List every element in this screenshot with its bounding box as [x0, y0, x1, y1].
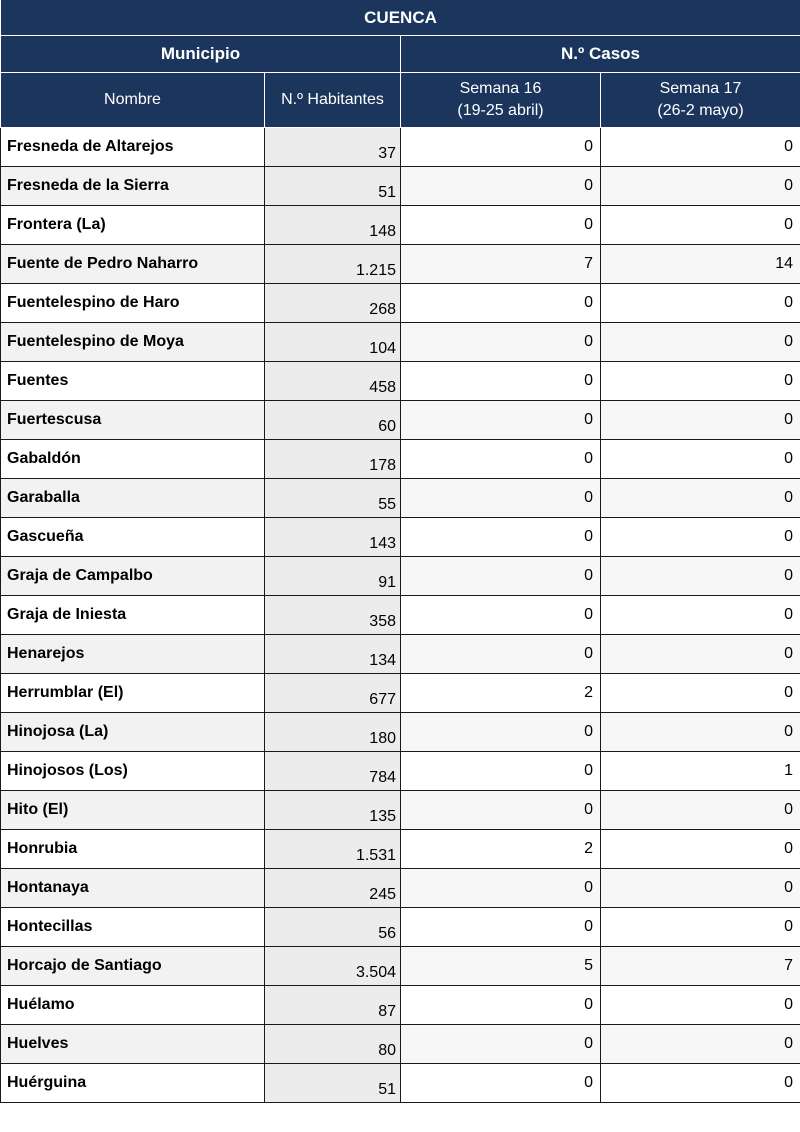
semana17-column-header [601, 73, 800, 128]
semana16-cases-cell: 0 [401, 479, 601, 518]
table-row [1, 830, 800, 869]
nombre-column-header: Nombre [1, 73, 265, 128]
municipio-name-cell: Fuentelespino de Moya [1, 323, 265, 362]
habitantes-cell: 80 [265, 1025, 401, 1064]
table-row [1, 869, 800, 908]
semana16-cases-cell: 0 [401, 401, 601, 440]
semana17-cases-cell: 0 [601, 986, 800, 1025]
table-row [1, 518, 800, 557]
municipio-name-cell: Fresneda de Altarejos [1, 128, 265, 167]
habitantes-cell: 1.215 [265, 245, 401, 284]
habitantes-cell: 91 [265, 557, 401, 596]
semana16-cases-cell: 0 [401, 518, 601, 557]
semana17-cases-cell: 0 [601, 869, 800, 908]
semana16-cases-cell: 0 [401, 1025, 601, 1064]
habitantes-cell: 104 [265, 323, 401, 362]
habitantes-cell: 245 [265, 869, 401, 908]
table-row [1, 908, 800, 947]
habitantes-cell: 55 [265, 479, 401, 518]
table-row [1, 752, 800, 791]
table-row [1, 791, 800, 830]
semana17-cases-cell: 1 [601, 752, 800, 791]
municipio-name-cell: Hinojosos (Los) [1, 752, 265, 791]
semana17-cases-cell: 0 [601, 713, 800, 752]
table-row [1, 986, 800, 1025]
semana17-dates: (26-2 mayo) [657, 102, 744, 119]
habitantes-cell: 677 [265, 674, 401, 713]
municipio-name-cell: Hontecillas [1, 908, 265, 947]
semana16-cases-cell: 0 [401, 167, 601, 206]
municipio-group-header: Municipio [1, 36, 401, 73]
municipio-name-cell: Fresneda de la Sierra [1, 167, 265, 206]
semana17-cases-cell: 0 [601, 908, 800, 947]
table-row [1, 440, 800, 479]
semana17-cases-cell: 0 [601, 557, 800, 596]
semana17-cases-cell: 0 [601, 440, 800, 479]
table-row [1, 284, 800, 323]
habitantes-cell: 51 [265, 167, 401, 206]
habitantes-cell: 60 [265, 401, 401, 440]
habitantes-cell: 784 [265, 752, 401, 791]
semana16-cases-cell: 2 [401, 674, 601, 713]
table-row [1, 947, 800, 986]
semana16-label: Semana 16 [459, 80, 542, 97]
habitantes-cell: 358 [265, 596, 401, 635]
table-row [1, 713, 800, 752]
semana16-cases-cell: 0 [401, 284, 601, 323]
habitantes-column-header: N.º Habitantes [265, 73, 401, 128]
habitantes-cell: 3.504 [265, 947, 401, 986]
municipio-name-cell: Huélamo [1, 986, 265, 1025]
municipio-name-cell: Frontera (La) [1, 206, 265, 245]
semana17-cases-cell: 0 [601, 128, 800, 167]
semana16-dates: (19-25 abril) [457, 102, 544, 119]
municipio-name-cell: Graja de Campalbo [1, 557, 265, 596]
semana16-cases-cell: 0 [401, 908, 601, 947]
semana17-cases-cell: 0 [601, 284, 800, 323]
semana17-label: Semana 17 [659, 80, 742, 97]
habitantes-cell: 87 [265, 986, 401, 1025]
table-row [1, 635, 800, 674]
semana16-cases-cell: 0 [401, 206, 601, 245]
habitantes-cell: 135 [265, 791, 401, 830]
municipio-name-cell: Honrubia [1, 830, 265, 869]
semana16-cases-cell: 0 [401, 557, 601, 596]
semana16-cases-cell: 0 [401, 869, 601, 908]
semana17-cases-cell: 0 [601, 401, 800, 440]
municipio-name-cell: Gascueña [1, 518, 265, 557]
semana17-cases-cell: 0 [601, 362, 800, 401]
habitantes-cell: 37 [265, 128, 401, 167]
semana16-cases-cell: 0 [401, 791, 601, 830]
semana17-cases-cell: 0 [601, 1064, 800, 1103]
municipio-name-cell: Hontanaya [1, 869, 265, 908]
habitantes-cell: 143 [265, 518, 401, 557]
table-row [1, 206, 800, 245]
municipio-name-cell: Graja de Iniesta [1, 596, 265, 635]
table-row [1, 362, 800, 401]
semana16-cases-cell: 0 [401, 635, 601, 674]
municipio-name-cell: Horcajo de Santiago [1, 947, 265, 986]
habitantes-cell: 134 [265, 635, 401, 674]
municipio-name-cell: Hinojosa (La) [1, 713, 265, 752]
semana17-cases-cell: 0 [601, 323, 800, 362]
semana17-cases-cell: 0 [601, 518, 800, 557]
semana17-cases-cell: 0 [601, 479, 800, 518]
semana16-cases-cell: 0 [401, 362, 601, 401]
municipio-name-cell: Herrumblar (El) [1, 674, 265, 713]
municipio-name-cell: Huérguina [1, 1064, 265, 1103]
column-header-row [1, 73, 800, 128]
semana17-cases-cell: 0 [601, 791, 800, 830]
semana17-cases-cell: 0 [601, 167, 800, 206]
semana16-column-header [401, 73, 601, 128]
semana16-cases-cell: 0 [401, 440, 601, 479]
municipio-name-cell: Henarejos [1, 635, 265, 674]
group-header-row [1, 36, 800, 73]
semana16-cases-cell: 0 [401, 323, 601, 362]
semana16-cases-cell: 0 [401, 596, 601, 635]
habitantes-cell: 180 [265, 713, 401, 752]
semana16-cases-cell: 7 [401, 245, 601, 284]
habitantes-cell: 458 [265, 362, 401, 401]
semana17-cases-cell: 0 [601, 206, 800, 245]
title-row [1, 0, 800, 36]
table-row [1, 557, 800, 596]
table-row [1, 167, 800, 206]
semana16-cases-cell: 2 [401, 830, 601, 869]
semana17-cases-cell: 14 [601, 245, 800, 284]
municipio-name-cell: Huelves [1, 1025, 265, 1064]
table-body [1, 128, 800, 1103]
municipio-name-cell: Hito (El) [1, 791, 265, 830]
semana16-cases-cell: 0 [401, 1064, 601, 1103]
semana17-cases-cell: 0 [601, 830, 800, 869]
semana17-cases-cell: 0 [601, 1025, 800, 1064]
municipio-name-cell: Gabaldón [1, 440, 265, 479]
table-row [1, 401, 800, 440]
municipio-name-cell: Garaballa [1, 479, 265, 518]
table-row [1, 1025, 800, 1064]
table-title: CUENCA [1, 0, 800, 36]
table-row [1, 1064, 800, 1103]
municipio-name-cell: Fuentelespino de Haro [1, 284, 265, 323]
municipio-name-cell: Fuente de Pedro Naharro [1, 245, 265, 284]
municipio-name-cell: Fuentes [1, 362, 265, 401]
habitantes-cell: 51 [265, 1064, 401, 1103]
habitantes-cell: 1.531 [265, 830, 401, 869]
semana16-cases-cell: 5 [401, 947, 601, 986]
semana16-cases-cell: 0 [401, 713, 601, 752]
table-row [1, 323, 800, 362]
table-row [1, 245, 800, 284]
table-row [1, 128, 800, 167]
semana17-cases-cell: 0 [601, 674, 800, 713]
table-row [1, 674, 800, 713]
table-row [1, 596, 800, 635]
semana17-cases-cell: 7 [601, 947, 800, 986]
habitantes-cell: 178 [265, 440, 401, 479]
semana16-cases-cell: 0 [401, 986, 601, 1025]
semana17-cases-cell: 0 [601, 596, 800, 635]
semana17-cases-cell: 0 [601, 635, 800, 674]
habitantes-cell: 56 [265, 908, 401, 947]
semana16-cases-cell: 0 [401, 752, 601, 791]
habitantes-cell: 148 [265, 206, 401, 245]
table-header [1, 0, 800, 128]
habitantes-cell: 268 [265, 284, 401, 323]
casos-group-header: N.º Casos [401, 36, 800, 73]
municipio-name-cell: Fuertescusa [1, 401, 265, 440]
table-row [1, 479, 800, 518]
semana16-cases-cell: 0 [401, 128, 601, 167]
